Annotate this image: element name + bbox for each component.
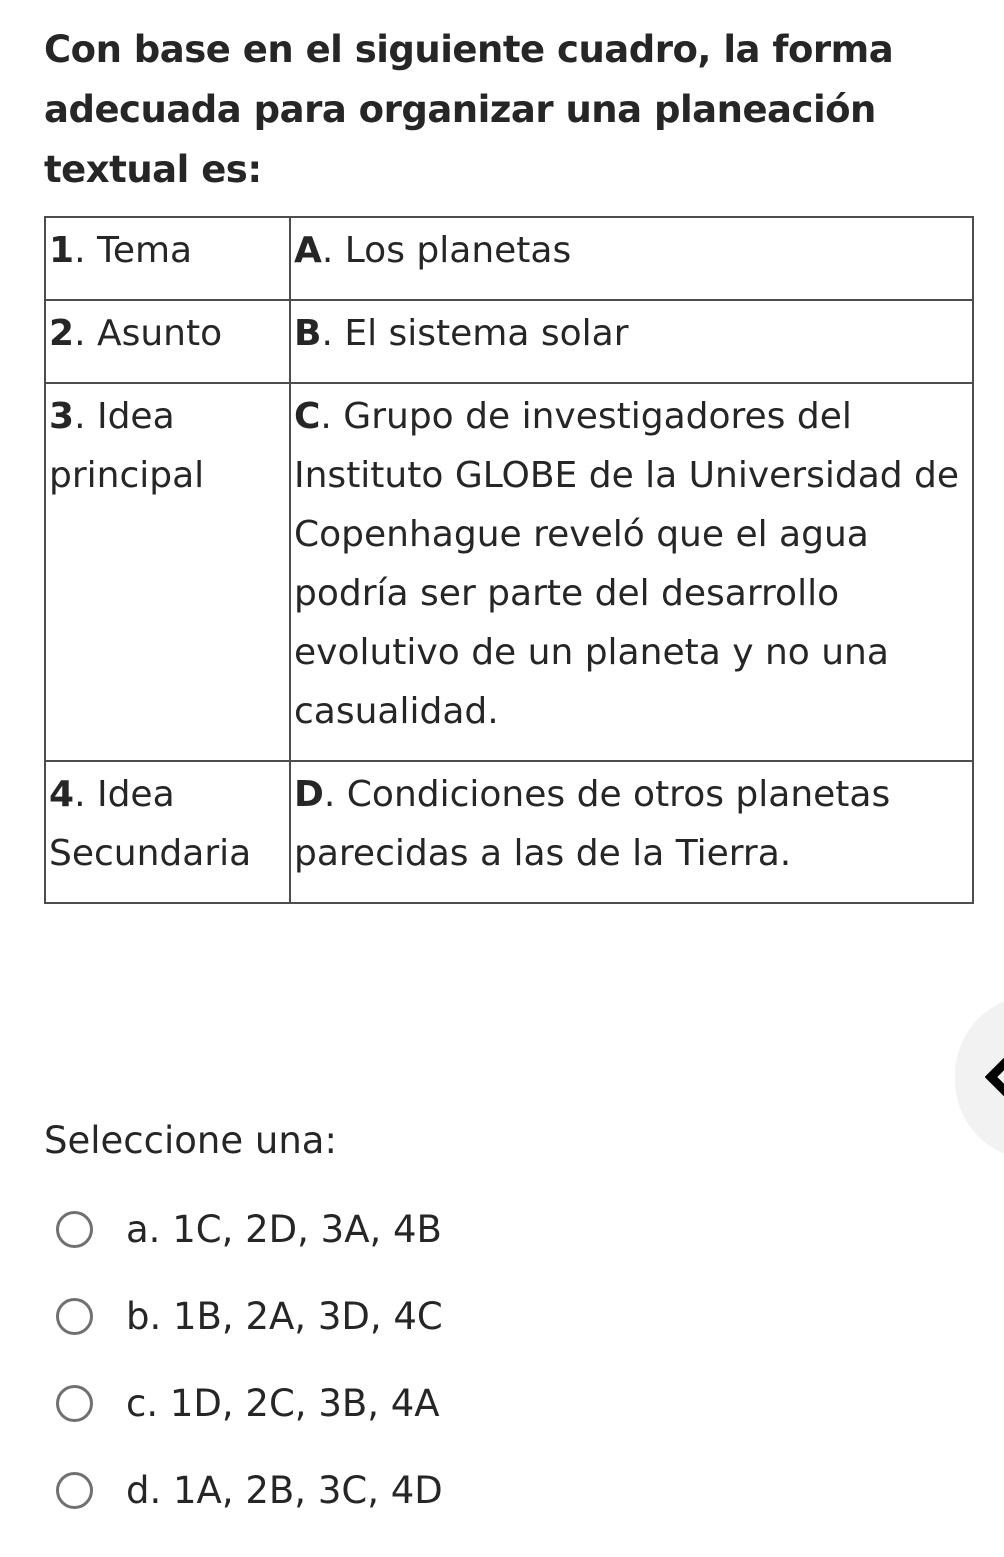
row-label: . Idea principal [49, 396, 205, 496]
option-label[interactable]: d. 1A, 2B, 3C, 4D [126, 1468, 443, 1512]
table-row [45, 300, 973, 383]
option-label[interactable]: c. 1D, 2C, 3B, 4A [126, 1381, 440, 1425]
table-cell-right [290, 300, 973, 383]
table-cell-left [45, 217, 290, 300]
radio-button[interactable] [56, 1298, 93, 1335]
table-cell-left [45, 761, 290, 903]
table-cell-left [45, 300, 290, 383]
option-label[interactable]: a. 1C, 2D, 3A, 4B [126, 1207, 442, 1251]
select-prompt: Seleccione una: [44, 1119, 337, 1162]
answer-option-c[interactable] [56, 1360, 443, 1447]
row-key-letter: C [294, 396, 321, 437]
option-label[interactable]: b. 1B, 2A, 3D, 4C [126, 1294, 443, 1338]
row-content: . El sistema solar [321, 313, 629, 354]
table-cell-right [290, 383, 973, 761]
answer-option-b[interactable] [56, 1273, 443, 1360]
row-key-number: 3 [49, 396, 75, 437]
row-key-letter: A [294, 230, 322, 271]
table-row [45, 383, 973, 761]
answer-options [56, 1186, 443, 1534]
row-key-letter: B [294, 313, 322, 354]
radio-button[interactable] [56, 1385, 93, 1422]
side-drawer-toggle[interactable] [955, 995, 1004, 1160]
row-key-letter: D [294, 774, 324, 815]
table-cell-right [290, 761, 973, 903]
row-label: . Asunto [74, 313, 223, 354]
table-row [45, 217, 973, 300]
row-key-number: 1 [49, 230, 75, 271]
table-cell-right [290, 217, 973, 300]
row-label: . Idea Secundaria [49, 774, 252, 874]
chevron-left-icon [985, 1057, 1004, 1097]
row-content: . Grupo de investigadores del Instituto GLOBE de la Universidad de Copenhague reveló que el agua podría ser parte del desarrollo evolutivo de un planeta y no una casualidad. [294, 396, 960, 732]
question-text: Con base en el siguiente cuadro, la forma adecuada para organizar una planeación textual es: [44, 28, 894, 191]
radio-button[interactable] [56, 1472, 93, 1509]
table-row [45, 761, 973, 903]
row-content: . Condiciones de otros planetas parecidas a las de la Tierra. [294, 774, 891, 874]
answer-option-d[interactable] [56, 1447, 443, 1534]
table-cell-left [45, 383, 290, 761]
answer-option-a[interactable] [56, 1186, 443, 1273]
row-key-number: 2 [49, 313, 75, 354]
row-content: . Los planetas [321, 230, 572, 271]
row-key-number: 4 [49, 774, 75, 815]
row-label: . Tema [74, 230, 193, 271]
matching-table [44, 216, 974, 904]
radio-button[interactable] [56, 1211, 93, 1248]
